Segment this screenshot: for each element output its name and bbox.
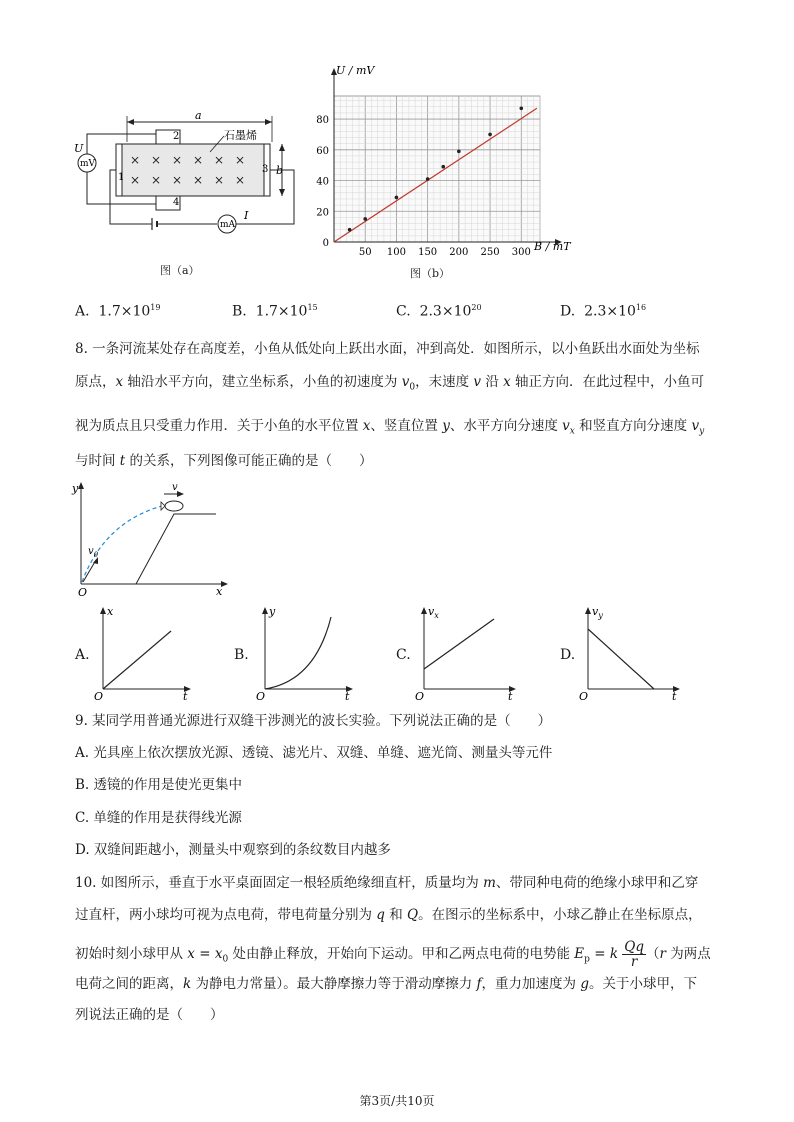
q7-option-c: C. $2.3\times 10^{20}$ [396, 303, 482, 320]
svg-text:O: O [415, 690, 425, 701]
fish-v0: $v_0$ [88, 546, 99, 559]
svg-text:t: t [672, 690, 677, 701]
label-b: b [276, 164, 284, 177]
field-cross: × [214, 173, 225, 187]
q8-option-c-label: C. [396, 647, 411, 663]
terminal-3: 3 [262, 164, 269, 175]
q8-fish-figure [66, 478, 236, 598]
y-tick-label: 80 [316, 115, 329, 127]
y-tick-label: 20 [316, 207, 329, 219]
voltage-label: U [74, 142, 84, 155]
x-tick-label: 300 [511, 247, 531, 258]
svg-text:vx: $v_x$ [428, 605, 439, 620]
x-tick-label: 200 [449, 247, 469, 258]
data-point [395, 196, 399, 200]
graph-b-curve [265, 617, 331, 689]
data-point [348, 228, 352, 232]
field-cross: × [193, 173, 204, 187]
field-cross: × [172, 153, 183, 167]
svg-text:O: O [579, 690, 589, 701]
q8-graph-a [93, 603, 193, 701]
current-label: I [244, 209, 249, 222]
q10-line-1: 10. 如图所示，垂直于水平桌面固定一根轻质绝缘细直杆，质量均为 m、带同种电荷的绝缘小球甲和乙穿 [75, 875, 699, 891]
svg-text:O: O [256, 690, 266, 701]
svg-text:t: t [508, 690, 513, 701]
q7-option-a: A. $1.7\times 10^{19}$ [75, 303, 161, 320]
q7-option-b: B. $1.7\times 10^{15}$ [232, 303, 318, 320]
graphene-label: 石墨烯 [224, 129, 257, 142]
graph-a-line [103, 631, 171, 689]
q8-option-a-label: A. [75, 647, 90, 663]
graph-d-line [588, 629, 654, 689]
q8-option-b-label: B. [234, 647, 249, 663]
field-cross: × [193, 153, 204, 167]
q8-line-1: 8. 一条河流某处存在高度差，小鱼从低处向上跃出水面，冲到高处．如图所示，以小鱼跃出水面处为坐标 [75, 341, 700, 357]
q8-graph-d [578, 603, 683, 701]
q9-option-b: B. 透镜的作用是使光更集中 [75, 777, 243, 793]
field-cross: × [151, 153, 162, 167]
graph-c-line [424, 619, 494, 669]
potential-energy-fraction: $\frac{Qq}{r}$ [624, 939, 645, 970]
q7-option-d: D. $2.3\times 10^{16}$ [560, 303, 647, 320]
q9-option-d: D. 双缝间距越小，测量头中观察到的条纹数目内越多 [75, 842, 391, 858]
y-tick-label: 40 [316, 176, 329, 188]
fish-axis-y: y [72, 482, 79, 495]
q8-line-4: 与时间 t 的关系，下列图像可能正确的是（ ） [75, 453, 373, 469]
q8-graph-b [255, 603, 355, 701]
page-footer: 第3页/共10页 [359, 1094, 435, 1108]
y-tick-label: 60 [316, 145, 329, 157]
data-point [457, 150, 461, 154]
data-point [426, 177, 430, 181]
figure-b-caption: 图（b） [410, 267, 451, 280]
data-point [441, 165, 445, 169]
field-cross: × [235, 173, 246, 187]
q10-line-4: 电荷之间的距离，k 为静电力常量）。最大静摩擦力等于滑动摩擦力 f，重力加速度为 g。关于小球甲，下 [75, 976, 697, 992]
svg-text:t: t [183, 690, 188, 701]
milliammeter-label: mA [220, 220, 236, 230]
x-tick-label: 100 [386, 247, 406, 258]
field-cross: × [235, 153, 246, 167]
field-cross: × [130, 153, 141, 167]
field-cross: × [151, 173, 162, 187]
data-point [363, 217, 367, 221]
q9-option-c: C. 单缝的作用是获得线光源 [75, 810, 242, 826]
x-tick-label: 150 [418, 247, 438, 258]
q10-line-5: 列说法正确的是（ ） [75, 1007, 224, 1023]
label-a: a [195, 109, 202, 122]
q10-line-3: 初始时刻小球甲从 $x = x_0$ 处由静止释放，开始向下运动。甲和乙两点电荷的电势能 $E_p = k$ $\frac{Qq}{r}$ （r 为两点 [75, 939, 711, 970]
svg-text:vy: $v_y$ [592, 605, 603, 620]
q9-stem: 9. 某同学用普通光源进行双缝干涉测光的波长实验。下列说法正确的是（ ） [75, 713, 552, 729]
svg-text:y: y [269, 605, 276, 618]
chart-x-label: B / mT [534, 240, 571, 253]
chart-y-label: U / mV [336, 64, 375, 77]
q8-graph-c [414, 603, 519, 701]
terminal-4: 4 [173, 197, 180, 208]
q10-line-2: 过直杆，两小球均可视为点电荷，带电荷量分别为 q 和 Q。在图示的坐标系中，小球乙静止在坐标原点， [75, 907, 702, 923]
field-cross: × [214, 153, 225, 167]
q8-line-2: 原点，x 轴沿水平方向，建立坐标系，小鱼的初速度为 $v_0$，末速度 v 沿 x 轴正方向．在此过程中，小鱼可 [75, 374, 705, 393]
svg-text:x: x [107, 605, 114, 618]
q8-option-d-label: D. [560, 647, 576, 663]
field-cross: × [130, 173, 141, 187]
field-cross: × [172, 173, 183, 187]
data-point [488, 133, 492, 137]
terminal-1: 1 [118, 172, 125, 183]
svg-text:O: O [94, 690, 104, 701]
q8-line-3: 视为质点且只受重力作用．关于小鱼的水平位置 x、竖直位置 y、水平方向分速度 $v_x$ 和竖直方向分速度 $v_y$ [75, 418, 705, 437]
figure-a-caption: 图（a） [160, 264, 200, 277]
y-tick-label: 0 [322, 238, 329, 249]
q9-option-a: A. 光具座上依次摆放光源、透镜、滤光片、双缝、单缝、遮光筒、测量头等元件 [75, 745, 553, 761]
millivoltmeter-label: mV [80, 159, 96, 169]
fish-origin: O [78, 586, 88, 598]
x-tick-label: 50 [358, 247, 372, 258]
svg-text:t: t [345, 690, 350, 701]
figure-a-circuit [72, 108, 304, 238]
fish-axis-x: x [216, 585, 223, 598]
terminal-2: 2 [173, 131, 180, 142]
x-tick-label: 250 [480, 247, 500, 258]
fish-icon [165, 501, 183, 511]
fish-v: v [172, 482, 178, 493]
figure-b-chart [312, 62, 582, 262]
data-point [519, 106, 523, 110]
